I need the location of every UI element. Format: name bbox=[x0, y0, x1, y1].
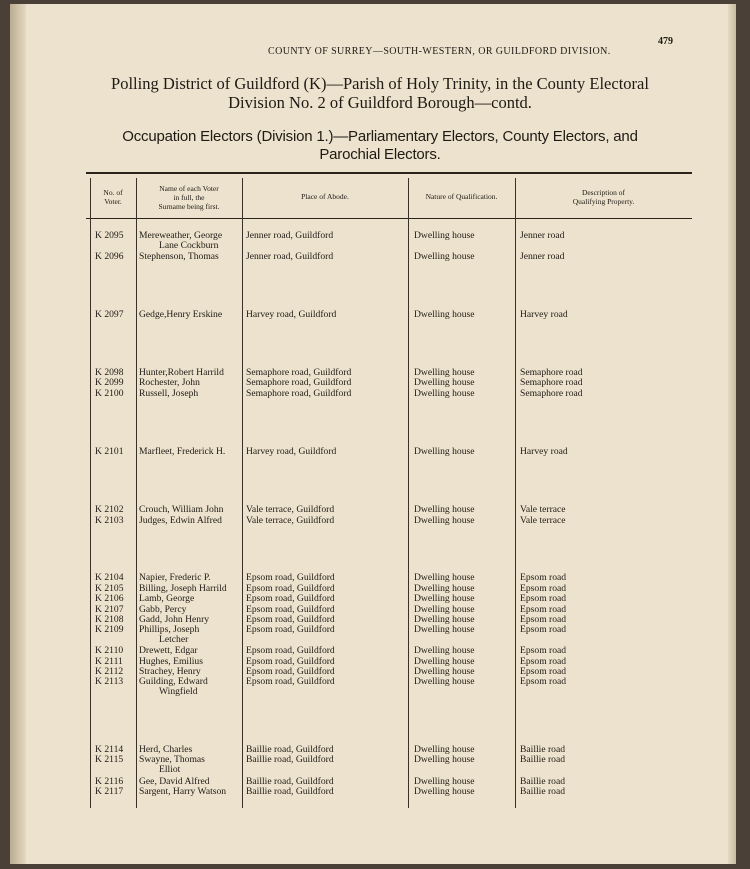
nature-of-qualification: Dwelling house bbox=[414, 377, 475, 388]
place-of-abode: Epsom road, Guildford bbox=[246, 583, 335, 594]
qualifying-property: Vale terrace bbox=[520, 515, 566, 526]
qualifying-property: Epsom road bbox=[520, 656, 567, 667]
qualifying-property: Harvey road bbox=[520, 446, 568, 457]
nature-of-qualification: Dwelling house bbox=[414, 645, 475, 656]
voter-number: K 2099 bbox=[95, 377, 124, 388]
place-of-abode: Semaphore road, Guildford bbox=[246, 377, 352, 388]
voter-name: Billing, Joseph Harrild bbox=[139, 583, 227, 594]
header-text: Voter. bbox=[104, 197, 122, 206]
place-of-abode: Epsom road, Guildford bbox=[246, 676, 335, 687]
nature-of-qualification: Dwelling house bbox=[414, 367, 475, 378]
place-of-abode: Epsom road, Guildford bbox=[246, 624, 335, 635]
voter-name-continuation: Elliot bbox=[159, 764, 181, 775]
place-of-abode: Epsom road, Guildford bbox=[246, 656, 335, 667]
voter-row bbox=[10, 515, 736, 527]
qualifying-property: Epsom road bbox=[520, 572, 567, 583]
place-of-abode: Epsom road, Guildford bbox=[246, 645, 335, 656]
voter-name: Sargent, Harry Watson bbox=[139, 786, 227, 797]
voter-name-continuation: Wingfield bbox=[159, 686, 198, 697]
voter-name: Hughes, Emilius bbox=[139, 656, 203, 667]
place-of-abode: Jenner road, Guildford bbox=[246, 230, 334, 241]
voter-number: K 2101 bbox=[95, 446, 124, 457]
place-of-abode: Vale terrace, Guildford bbox=[246, 504, 335, 515]
qualifying-property: Semaphore road bbox=[520, 388, 583, 399]
header-text: in full, the bbox=[173, 193, 205, 202]
place-of-abode: Vale terrace, Guildford bbox=[246, 515, 335, 526]
voter-number: K 2105 bbox=[95, 583, 124, 594]
nature-of-qualification: Dwelling house bbox=[414, 583, 475, 594]
voter-row bbox=[10, 786, 736, 798]
nature-of-qualification: Dwelling house bbox=[414, 776, 475, 787]
voter-name: Strachey, Henry bbox=[139, 666, 201, 677]
nature-of-qualification: Dwelling house bbox=[414, 504, 475, 515]
place-of-abode: Epsom road, Guildford bbox=[246, 666, 335, 677]
title-line-2: Division No. 2 of Guildford Borough—contd. bbox=[228, 93, 532, 112]
qualifying-property: Epsom road bbox=[520, 583, 567, 594]
header-text: No. of bbox=[103, 188, 123, 197]
voter-number: K 2116 bbox=[95, 776, 124, 787]
header-text: Qualifying Property. bbox=[572, 197, 635, 206]
voter-name: Crouch, William John bbox=[139, 504, 224, 515]
nature-of-qualification: Dwelling house bbox=[414, 515, 475, 526]
qualifying-property: Jenner road bbox=[520, 251, 565, 262]
header-text: Description of bbox=[581, 188, 626, 197]
qualifying-property: Epsom road bbox=[520, 604, 567, 615]
voter-name: Herd, Charles bbox=[139, 744, 193, 755]
qualifying-property: Vale terrace bbox=[520, 504, 566, 515]
nature-of-qualification: Dwelling house bbox=[414, 309, 475, 320]
qualifying-property: Baillie road bbox=[520, 776, 566, 787]
voter-name: Phillips, Joseph bbox=[139, 624, 200, 635]
qualifying-property: Epsom road bbox=[520, 645, 567, 656]
place-of-abode: Baillie road, Guildford bbox=[246, 786, 334, 797]
place-of-abode: Baillie road, Guildford bbox=[246, 744, 334, 755]
header-text: Name of each Voter bbox=[159, 184, 219, 193]
place-of-abode: Jenner road, Guildford bbox=[246, 251, 334, 262]
qualifying-property: Baillie road bbox=[520, 744, 566, 755]
place-of-abode: Baillie road, Guildford bbox=[246, 776, 334, 787]
voter-number: K 2112 bbox=[95, 666, 124, 677]
voter-name: Hunter,Robert Harrild bbox=[139, 367, 224, 378]
voter-name: Rochester, John bbox=[139, 377, 200, 388]
voter-name: Gabb, Percy bbox=[139, 604, 187, 615]
voter-name: Swayne, Thomas bbox=[139, 754, 205, 765]
voter-name: Lamb, George bbox=[139, 593, 195, 604]
nature-of-qualification: Dwelling house bbox=[414, 572, 475, 583]
voter-number: K 2100 bbox=[95, 388, 124, 399]
voter-number: K 2114 bbox=[95, 744, 124, 755]
voter-name-continuation: Letcher bbox=[159, 634, 189, 645]
qualifying-property: Epsom road bbox=[520, 624, 567, 635]
voter-number: K 2111 bbox=[95, 656, 123, 667]
qualifying-property: Epsom road bbox=[520, 614, 567, 625]
register-page bbox=[10, 4, 736, 864]
nature-of-qualification: Dwelling house bbox=[414, 666, 475, 677]
nature-of-qualification: Dwelling house bbox=[414, 604, 475, 615]
place-of-abode: Epsom road, Guildford bbox=[246, 593, 335, 604]
voter-name: Guilding, Edward bbox=[139, 676, 208, 687]
place-of-abode: Baillie road, Guildford bbox=[246, 754, 334, 765]
nature-of-qualification: Dwelling house bbox=[414, 251, 475, 262]
voter-number: K 2097 bbox=[95, 309, 124, 320]
voter-number: K 2102 bbox=[95, 504, 124, 515]
qualifying-property: Epsom road bbox=[520, 593, 567, 604]
voter-name-continuation: Lane Cockburn bbox=[159, 240, 219, 251]
nature-of-qualification: Dwelling house bbox=[414, 786, 475, 797]
voter-number: K 2115 bbox=[95, 754, 124, 765]
place-of-abode: Semaphore road, Guildford bbox=[246, 367, 352, 378]
place-of-abode: Semaphore road, Guildford bbox=[246, 388, 352, 399]
nature-of-qualification: Dwelling house bbox=[414, 593, 475, 604]
voter-row bbox=[10, 446, 736, 458]
qualifying-property: Baillie road bbox=[520, 786, 566, 797]
qualifying-property: Epsom road bbox=[520, 676, 567, 687]
voter-number: K 2103 bbox=[95, 515, 124, 526]
place-of-abode: Epsom road, Guildford bbox=[246, 614, 335, 625]
qualifying-property: Semaphore road bbox=[520, 377, 583, 388]
voter-number: K 2098 bbox=[95, 367, 124, 378]
subtitle-line-1: Occupation Electors (Division 1.)—Parliamentary Electors, County Electors, and bbox=[122, 128, 638, 145]
qualifying-property: Semaphore road bbox=[520, 367, 583, 378]
nature-of-qualification: Dwelling house bbox=[414, 624, 475, 635]
voter-number: K 2113 bbox=[95, 676, 124, 687]
place-of-abode: Epsom road, Guildford bbox=[246, 604, 335, 615]
nature-of-qualification: Dwelling house bbox=[414, 744, 475, 755]
voter-number: K 2110 bbox=[95, 645, 124, 656]
nature-of-qualification: Dwelling house bbox=[414, 388, 475, 399]
voter-row bbox=[10, 309, 736, 321]
nature-of-qualification: Dwelling house bbox=[414, 676, 475, 687]
voter-number: K 2104 bbox=[95, 572, 124, 583]
voter-name: Drewett, Edgar bbox=[139, 645, 198, 656]
place-of-abode: Epsom road, Guildford bbox=[246, 572, 335, 583]
voter-number: K 2095 bbox=[95, 230, 124, 241]
voter-table-body bbox=[10, 4, 736, 864]
nature-of-qualification: Dwelling house bbox=[414, 446, 475, 457]
nature-of-qualification: Dwelling house bbox=[414, 614, 475, 625]
voter-number: K 2106 bbox=[95, 593, 124, 604]
voter-name: Napier, Frederic P. bbox=[139, 572, 211, 583]
voter-name: Judges, Edwin Alfred bbox=[139, 515, 222, 526]
nature-of-qualification: Dwelling house bbox=[414, 230, 475, 241]
qualifying-property: Harvey road bbox=[520, 309, 568, 320]
voter-number: K 2109 bbox=[95, 624, 124, 635]
header-text: Surname being first. bbox=[158, 202, 220, 211]
title-line-1: Polling District of Guildford (K)—Parish of Holy Trinity, in the County Electoral bbox=[111, 74, 649, 93]
voter-row bbox=[10, 624, 736, 636]
voter-number: K 2108 bbox=[95, 614, 124, 625]
nature-of-qualification: Dwelling house bbox=[414, 754, 475, 765]
qualifying-property: Jenner road bbox=[520, 230, 565, 241]
voter-row bbox=[10, 676, 736, 688]
voter-name: Gadd, John Henry bbox=[139, 614, 210, 625]
voter-name: Stephenson, Thomas bbox=[139, 251, 219, 262]
place-of-abode: Harvey road, Guildford bbox=[246, 446, 337, 457]
voter-name: Marfleet, Frederick H. bbox=[139, 446, 226, 457]
qualifying-property: Baillie road bbox=[520, 754, 566, 765]
voter-number: K 2117 bbox=[95, 786, 124, 797]
voter-row bbox=[10, 388, 736, 400]
nature-of-qualification: Dwelling house bbox=[414, 656, 475, 667]
subtitle-line-2: Parochial Electors. bbox=[319, 146, 441, 163]
voter-row bbox=[10, 754, 736, 766]
qualifying-property: Epsom road bbox=[520, 666, 567, 677]
page-number: 479 bbox=[658, 36, 673, 47]
voter-name: Mereweather, George bbox=[139, 230, 223, 241]
voter-name: Russell, Joseph bbox=[139, 388, 199, 399]
header-text: Place of Abode. bbox=[301, 192, 349, 201]
header-text: Nature of Qualification. bbox=[425, 192, 498, 201]
voter-number: K 2107 bbox=[95, 604, 124, 615]
voter-name: Gee, David Alfred bbox=[139, 776, 210, 787]
place-of-abode: Harvey road, Guildford bbox=[246, 309, 337, 320]
voter-row bbox=[10, 230, 736, 242]
voter-number: K 2096 bbox=[95, 251, 124, 262]
voter-name: Gedge,Henry Erskine bbox=[139, 309, 223, 320]
voter-row bbox=[10, 251, 736, 263]
running-head: COUNTY OF SURREY—SOUTH-WESTERN, OR GUILDFORD DIVISION. bbox=[268, 46, 611, 57]
